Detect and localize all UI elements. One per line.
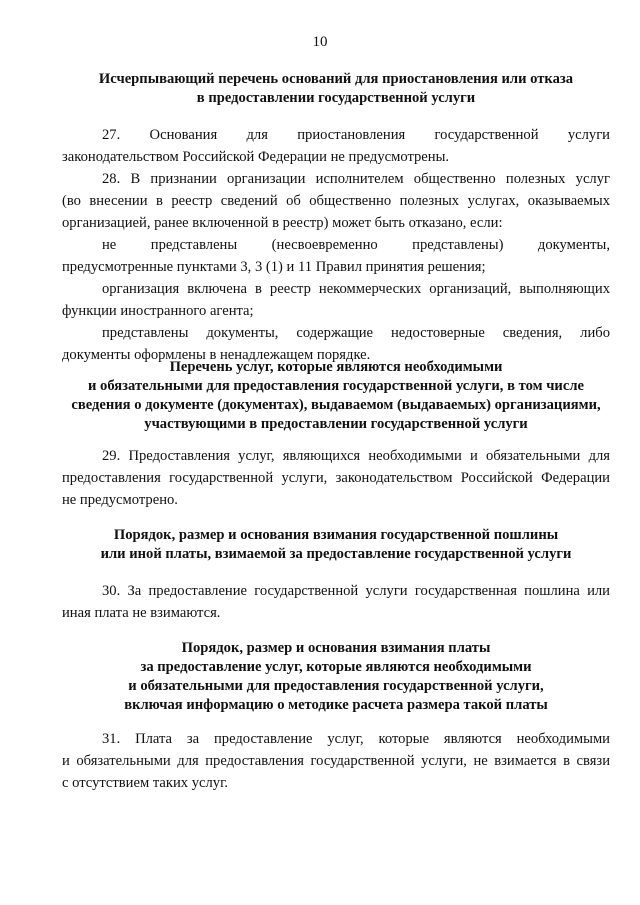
heading-line: Порядок, размер и основания взимания государственной пошлины: [113, 527, 559, 543]
heading-line: сведения о документе (документах), выдаваемом (выдаваемых) организациями,: [71, 397, 601, 413]
list-item-line: представлены документы, содержащие недостоверные сведения, либо: [102, 325, 610, 341]
paragraph-29-line: 29. Предоставления услуг, являющихся необходимыми и обязательными для: [102, 448, 610, 464]
heading-line: Порядок, размер и основания взимания платы: [181, 640, 491, 656]
paragraph-30-line: 30. За предоставление государственной услуги государственная пошлина или: [102, 583, 610, 599]
list-item-line: документы оформлены в ненадлежащем порядке.: [62, 347, 371, 363]
section-body-required-services: [62, 445, 610, 511]
heading-line: в предоставлении государственной услуги: [196, 90, 476, 106]
paragraph-28-line: (во внесении в реестр сведений об общественно полезных услугах, оказываемых: [62, 193, 610, 209]
paragraph-29-line: не предусмотрено.: [62, 492, 178, 508]
section-heading-required-services: [62, 358, 610, 434]
heading-line: и обязательными для предоставления государственной услуги,: [128, 678, 544, 694]
paragraph-28-line: организацией, ранее включенной в реестр) может быть отказано, если:: [62, 215, 503, 231]
list-item-line: функции иностранного агента;: [62, 303, 254, 319]
heading-line: Перечень услуг, которые являются необходимыми: [169, 359, 503, 375]
page-number: 10: [312, 34, 328, 50]
section-heading-refusal-grounds: [62, 70, 610, 108]
heading-line: включая информацию о методике расчета размера такой платы: [124, 697, 548, 713]
section-heading-fee-procedure: [62, 639, 610, 715]
paragraph-30-line: иная плата не взимаются.: [62, 605, 221, 621]
list-item-line: не представлены (несвоевременно представлены) документы,: [102, 237, 610, 253]
paragraph-31-line: с отсутствием таких услуг.: [62, 775, 229, 791]
section-body-state-duty: [62, 580, 610, 624]
heading-line: участвующими в предоставлении государственной услуги: [144, 416, 528, 432]
paragraph-27-line: законодательством Российской Федерации не предусмотрены.: [62, 149, 450, 165]
paragraph-29-line: предоставления государственной услуги, законодательством Российской Федерации: [62, 470, 610, 486]
heading-line: или иной платы, взимаемой за предоставление государственной услуги: [100, 546, 572, 562]
heading-line: Исчерпывающий перечень оснований для приостановления или отказа: [98, 71, 574, 87]
heading-line: за предоставление услуг, которые являются необходимыми: [140, 659, 532, 675]
paragraph-31-line: 31. Плата за предоставление услуг, которые являются необходимыми: [102, 731, 610, 747]
list-item-line: предусмотренные пунктами 3, 3 (1) и 11 Правил принятия решения;: [62, 259, 486, 275]
section-body-fee-procedure: [62, 728, 610, 794]
paragraph-28-line: 28. В признании организации исполнителем общественно полезных услуг: [102, 171, 610, 187]
section-body-refusal-grounds: [62, 124, 610, 366]
heading-line: и обязательными для предоставления государственной услуги, в том числе: [88, 378, 584, 394]
section-heading-state-duty: [62, 526, 610, 564]
paragraph-27-line: 27. Основания для приостановления государственной услуги: [102, 127, 610, 143]
paragraph-31-line: и обязательными для предоставления государственной услуги, не взимается в связи: [62, 753, 610, 769]
list-item-line: организация включена в реестр некоммерческих организаций, выполняющих: [102, 281, 610, 297]
